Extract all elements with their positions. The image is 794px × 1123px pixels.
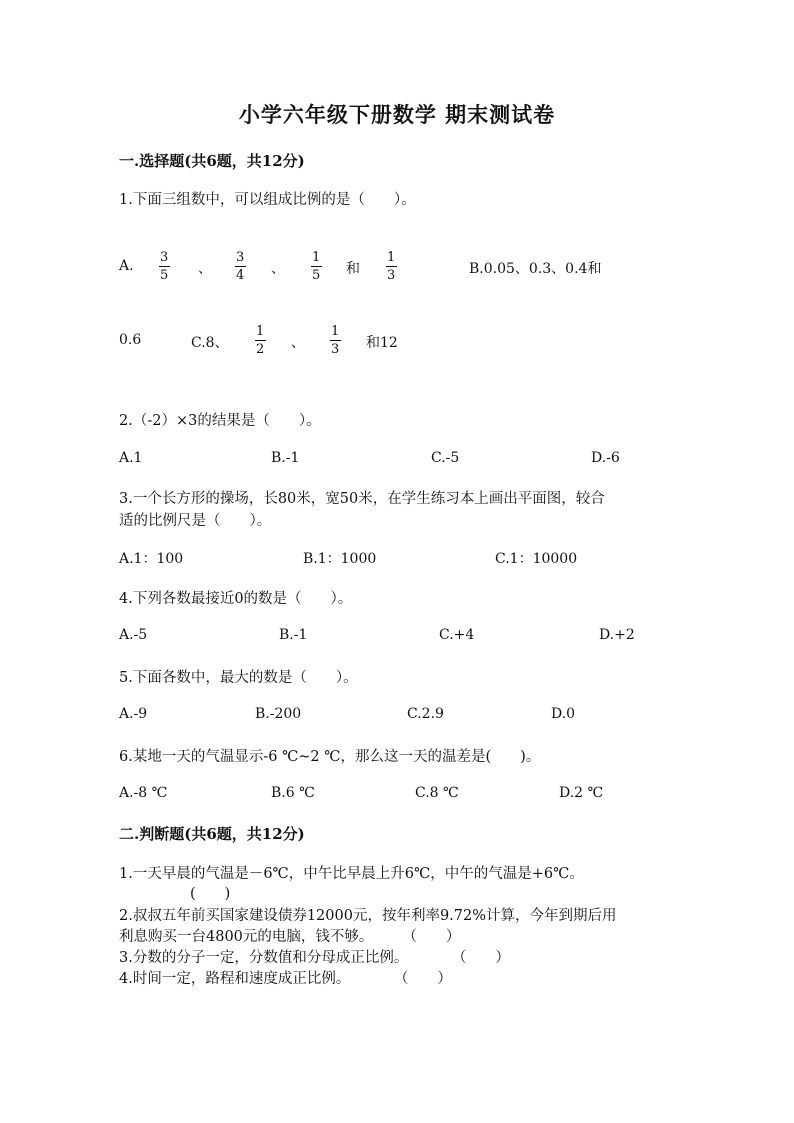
q2-option-d: D.-6 (591, 450, 620, 466)
q1-option-b-continued: 0.6 (119, 332, 142, 348)
q1-a-separator: 、 (271, 261, 285, 277)
judgement-1-line1: 1.一天早晨的气温是－6℃，中午比早晨上升6℃，中午的气温是+6℃。 (119, 866, 584, 882)
q2-option-c: C.-5 (431, 450, 460, 466)
fraction-denominator: 3 (387, 268, 396, 283)
q1-c-tail: 和12 (366, 335, 398, 351)
section-heading-choice: 一.选择题(共6题，共12分) (119, 152, 305, 170)
fraction-denominator: 5 (160, 268, 169, 283)
q4-option-c: C.+4 (439, 627, 475, 643)
q1-a-separator: 、 (198, 261, 212, 277)
q1-c-fraction-1 (254, 324, 266, 357)
q4-option-d: D.+2 (599, 627, 635, 643)
q5-option-d: D.0 (551, 706, 576, 722)
judgement-1-answer-blank: ( ) (190, 886, 231, 902)
q5-option-a: A.-9 (119, 706, 148, 722)
question-1-stem: 1.下面三组数中，可以组成比例的是（ ）。 (119, 192, 416, 208)
q3-option-c: C.1：10000 (495, 551, 578, 567)
q3-option-a: A.1：100 (119, 551, 184, 567)
q1-option-a-label: A. (119, 258, 134, 274)
question-6-stem: 6.某地一天的气温显示-6 ℃~2 ℃，那么这一天的温差是( )。 (119, 749, 541, 765)
q3-option-b: B.1：1000 (303, 551, 377, 567)
q1-option-c-label: C.8、 (191, 335, 229, 351)
fraction-bar (235, 266, 246, 267)
fraction-denominator: 5 (312, 268, 321, 283)
q1-a-fraction-2 (234, 250, 246, 283)
fraction-numerator: 3 (236, 250, 245, 265)
fraction-bar (330, 340, 341, 341)
fraction-numerator: 1 (256, 324, 265, 339)
q6-option-d: D.2 ℃ (559, 785, 604, 801)
fraction-numerator: 3 (160, 250, 169, 265)
q6-option-a: A.-8 ℃ (119, 785, 168, 801)
q5-option-c: C.2.9 (407, 706, 444, 722)
q1-c-separator: 、 (291, 335, 305, 351)
q6-option-b: B.6 ℃ (271, 785, 315, 801)
question-5-stem: 5.下面各数中，最大的数是（ ）。 (119, 670, 358, 686)
fraction-numerator: 1 (387, 250, 396, 265)
judgement-2-line2: 利息购买一台4800元的电脑，钱不够。 （ ） (119, 929, 461, 945)
question-3-stem-line2: 适的比例尺是（ ）。 (119, 513, 272, 529)
question-2-stem: 2.（-2）×3的结果是（ ）。 (119, 413, 321, 429)
fraction-denominator: 4 (236, 268, 245, 283)
judgement-4: 4.时间一定，路程和速度成正比例。 （ ） (119, 971, 452, 987)
q2-option-a: A.1 (119, 450, 143, 466)
judgement-3: 3.分数的分子一定，分数值和分母成正比例。 （ ） (119, 950, 510, 966)
q1-option-b: B.0.05、0.3、0.4和 (469, 261, 602, 277)
fraction-bar (311, 266, 322, 267)
q6-option-c: C.8 ℃ (415, 785, 459, 801)
q1-a-fraction-1 (158, 250, 170, 283)
page-title: 小学六年级下册数学 期末测试卷 (238, 102, 556, 127)
q5-option-b: B.-200 (255, 706, 302, 722)
fraction-bar (159, 266, 170, 267)
q4-option-a: A.-5 (119, 627, 148, 643)
q1-a-fraction-3 (310, 250, 322, 283)
question-3-stem-line1: 3.一个长方形的操场，长80米，宽50米，在学生练习本上画出平面图，较合 (119, 491, 605, 507)
fraction-numerator: 1 (331, 324, 340, 339)
fraction-bar (386, 266, 397, 267)
question-4-stem: 4.下列各数最接近0的数是（ ）。 (119, 591, 353, 607)
fraction-numerator: 1 (312, 250, 321, 265)
q1-c-fraction-2 (329, 324, 341, 357)
q1-a-and: 和 (346, 261, 360, 277)
section-heading-judgement: 二.判断题(共6题，共12分) (119, 825, 305, 843)
fraction-bar (255, 340, 266, 341)
fraction-denominator: 2 (256, 342, 265, 357)
q4-option-b: B.-1 (279, 627, 308, 643)
q1-a-fraction-4 (385, 250, 397, 283)
fraction-denominator: 3 (331, 342, 340, 357)
q2-option-b: B.-1 (271, 450, 300, 466)
judgement-2-line1: 2.叔叔五年前买国家建设债券12000元，按年利率9.72%计算，今年到期后用 (119, 908, 617, 924)
